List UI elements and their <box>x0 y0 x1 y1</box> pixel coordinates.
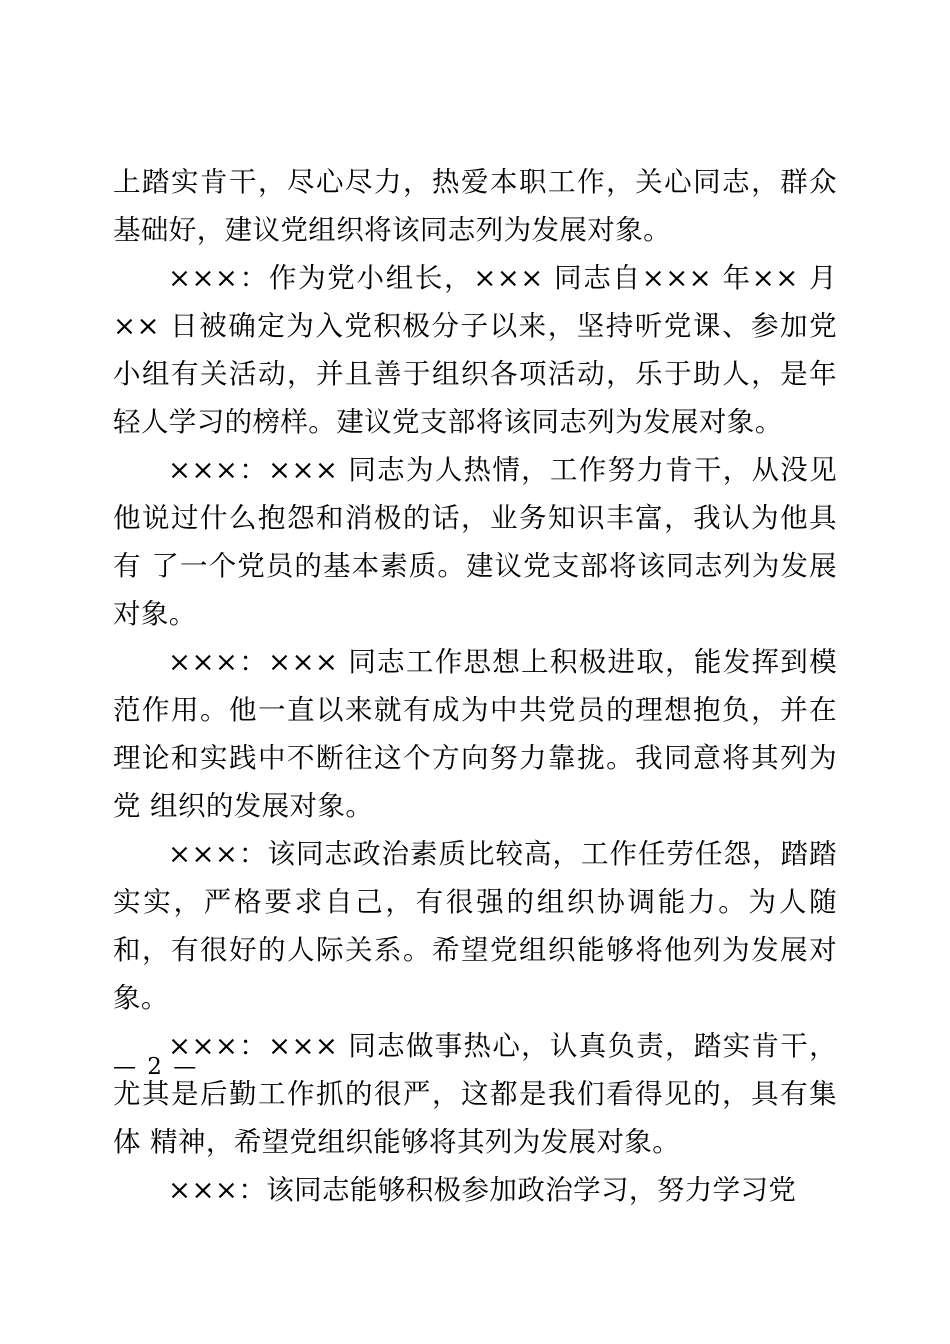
paragraph: ×××：该同志能够积极参加政治学习，努力学习党 <box>168 1174 797 1206</box>
paragraph: ×××：××× 同志为人热情，工作努力肯干，从没见他说过什么抱怨和消极的话，业务知识丰富，我认为他具有 了一个党员的基本素质。建议党支部将该同志列为发展对象。 <box>113 454 837 630</box>
paragraph: ×××：作为党小组长，××× 同志自××× 年×× 月×× 日被确定为入党积极分子以来，坚持听党课、参加党小组有关活动，并且善于组织各项活动，乐于助人，是年轻人学习的榜样。建议党支部将该同志列为发展对象。 <box>113 262 837 438</box>
paragraph: ×××：××× 同志工作思想上积极进取，能发挥到模范作用。他一直以来就有成为中共党员的理想抱负，并在理论和实践中不断往这个方向努力靠拢。我同意将其列为党 组织的发展对象。 <box>113 646 837 822</box>
paragraph: ×××：××× 同志做事热心，认真负责，踏实肯干，尤其是后勤工作抓的很严，这都是我们看得见的，具有集体 精神，希望党组织能够将其列为发展对象。 <box>113 1030 837 1158</box>
paragraph: 上踏实肯干，尽心尽力，热爱本职工作，关心同志，群众 基础好，建议党组织将该同志列为发展对象。 <box>113 166 837 246</box>
page-number: — 2 — <box>113 1054 199 1080</box>
paragraph: ×××：该同志政治素质比较高，工作任劳任怨，踏踏实实，严格要求自己，有很强的组织协调能力。为人随 和，有很好的人际关系。希望党组织能够将他列为发展对 象。 <box>113 838 837 1014</box>
